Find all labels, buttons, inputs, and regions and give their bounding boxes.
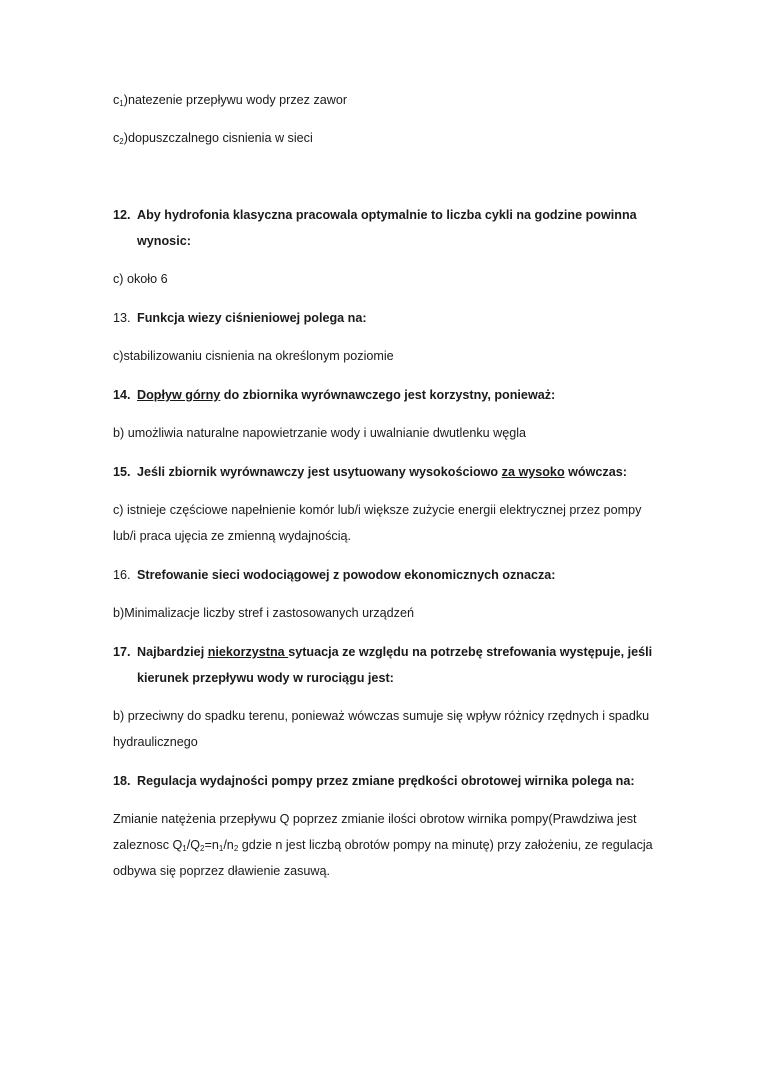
question-17-text-before: Najbardziej	[137, 645, 208, 659]
question-15-text-before: Jeśli zbiornik wyrównawczy jest usytuowany wysokościowo	[137, 465, 502, 479]
answer-17-line-2: hydraulicznego	[113, 735, 198, 749]
question-12-number: 12.	[113, 208, 131, 222]
answer-18-line-2	[113, 837, 653, 853]
question-13-text: Funkcja wiezy ciśnieniowej polega na:	[137, 311, 367, 325]
answer-12: c) około 6	[113, 272, 168, 286]
question-17-underlined: niekorzystna	[207, 645, 289, 659]
answer-15-line-2: lub/i praca ujęcia ze zmienną wydajnością.	[113, 529, 352, 543]
question-12-text: Aby hydrofonia klasyczna pracowala optymalnie to liczba cykli na godzine powinna	[137, 208, 637, 222]
question-13-number: 13.	[113, 311, 131, 325]
question-17-text-after: sytuacja ze względu na potrzebę strefowania występuje, jeśli	[288, 645, 653, 659]
question-18-number: 18.	[113, 774, 131, 788]
answer-18-sub-3: 1	[218, 844, 224, 853]
question-12-continuation: wynosic:	[137, 234, 191, 248]
question-17-number: 17.	[113, 645, 131, 659]
answer-18-part-5: gdzie n jest liczbą obrotów pompy na minutę) przy założeniu, ze regulacja	[238, 838, 653, 852]
question-15-number: 15.	[113, 465, 131, 479]
answer-14: b) umożliwia naturalne napowietrzanie wody i uwalnianie dwutlenku węgla	[113, 426, 527, 440]
answer-c1-line	[113, 92, 347, 108]
answer-18-part-3: =n	[204, 838, 219, 852]
answer-18-line-3: odbywa się poprzez dławienie zasuwą.	[113, 864, 331, 878]
question-13	[113, 310, 367, 326]
question-16-text: Strefowanie sieci wodociągowej z powodow ekonomicznych oznacza:	[137, 568, 556, 582]
c2-prefix: c	[113, 131, 120, 145]
question-15-underlined: za wysoko	[501, 465, 565, 479]
answer-18-sub-4: 2	[233, 844, 239, 853]
answer-17-line-1: b) przeciwny do spadku terenu, ponieważ wówczas sumuje się wpływ różnicy rzędnych i spadku	[113, 709, 650, 723]
question-17	[113, 644, 652, 660]
question-16-number: 16.	[113, 568, 131, 582]
answer-13: c)stabilizowaniu cisnienia na określonym poziomie	[113, 349, 394, 363]
question-14	[113, 387, 555, 403]
question-18	[113, 773, 635, 789]
question-15	[113, 464, 627, 480]
c1-text: )natezenie przepływu wody przez zawor	[123, 93, 348, 107]
answer-18-part-2: /Q	[186, 838, 201, 852]
question-14-underlined: Dopływ górny	[137, 388, 221, 402]
question-12	[113, 207, 637, 223]
answer-18-part-4: /n	[223, 838, 234, 852]
answer-18-part-1: zaleznosc Q	[113, 838, 183, 852]
question-17-continuation: kierunek przepływu wody w rurociągu jest:	[137, 671, 394, 685]
question-14-text: do zbiornika wyrównawczego jest korzystny, ponieważ:	[220, 388, 556, 402]
question-18-text: Regulacja wydajności pompy przez zmiane prędkości obrotowej wirnika polega na:	[137, 774, 635, 788]
answer-18-sub-1: 1	[182, 844, 187, 853]
answer-15-line-1: c) istnieje częściowe napełnienie komór lub/i większe zużycie energii elektrycznej przez pompy	[113, 503, 642, 517]
question-15-text-after: wówczas:	[564, 465, 627, 479]
c1-subscript: 1	[119, 99, 124, 108]
answer-18-line-1: Zmianie natężenia przepływu Q poprzez zmianie ilości obrotow wirnika pompy(Prawdziwa jest	[113, 812, 637, 826]
question-16	[113, 567, 555, 583]
c2-text: )dopuszczalnego cisnienia w sieci	[123, 131, 313, 145]
answer-16: b)Minimalizacje liczby stref i zastosowanych urządzeń	[113, 606, 414, 620]
answer-c2-line	[113, 130, 313, 146]
question-14-number: 14.	[113, 388, 131, 402]
c1-prefix: c	[113, 93, 120, 107]
answer-18-sub-2: 2	[200, 844, 205, 853]
c2-subscript: 2	[119, 137, 124, 146]
